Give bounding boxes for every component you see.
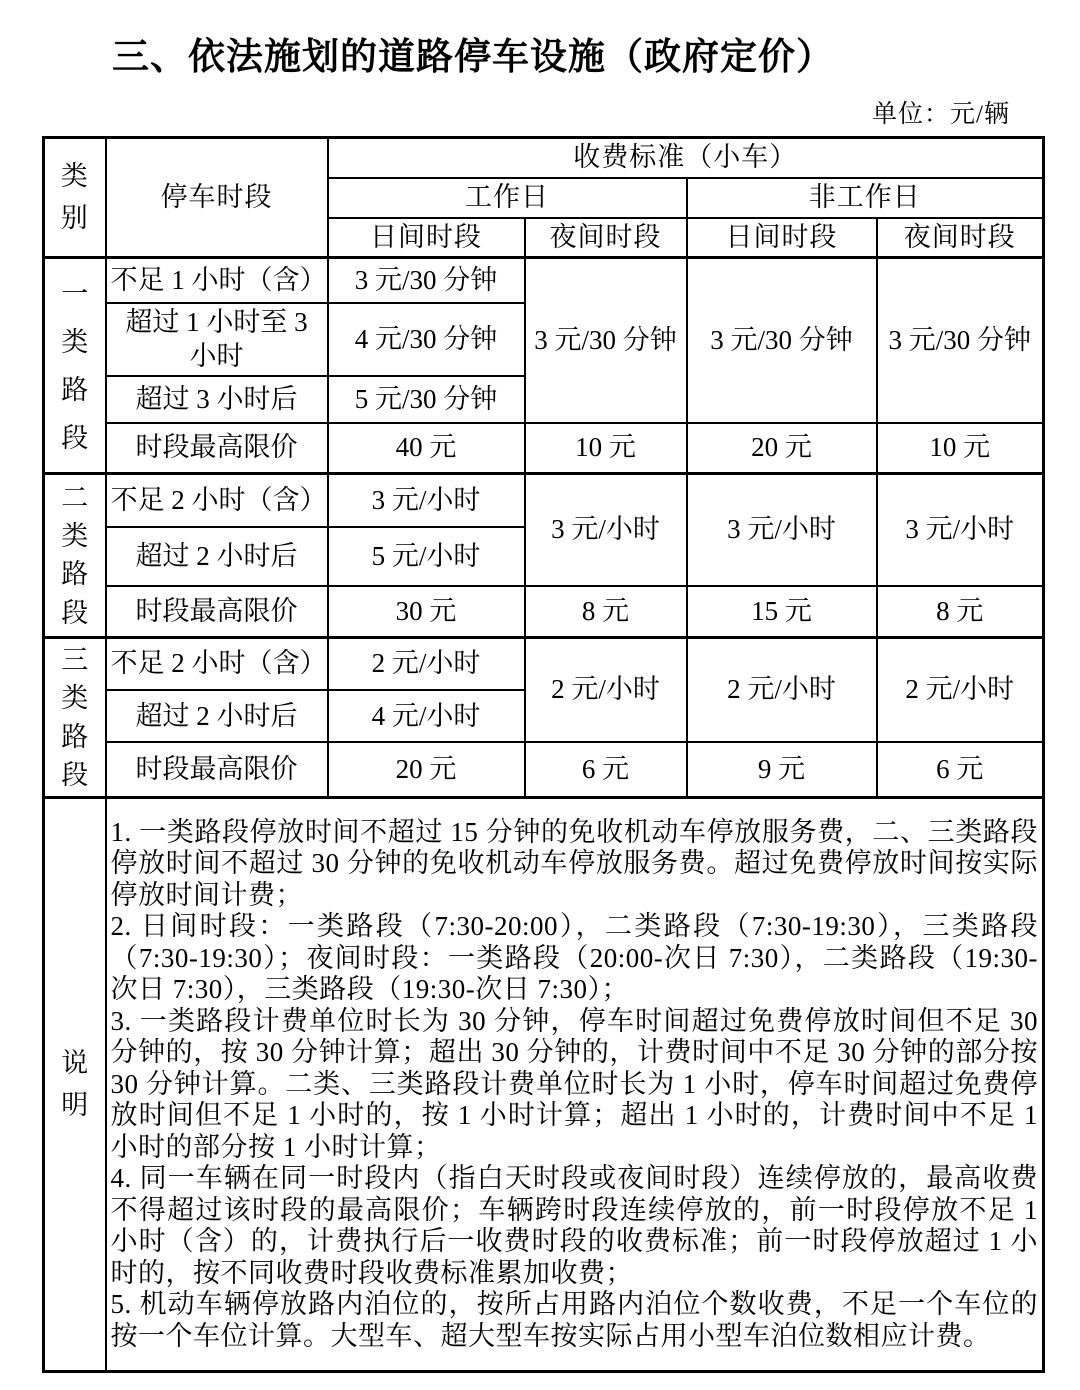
table-row bbox=[44, 423, 1044, 473]
table-row bbox=[44, 258, 1044, 303]
header-period: 停车时段 bbox=[106, 138, 328, 258]
period-cell: 超过 2 小时后 bbox=[106, 527, 328, 586]
note-item: 3. 一类路段计费单位时长为 30 分钟，停车时间超过免费停放时间但不足 30 分钟的，按 30 分钟计算；超出 30 分钟的，计费时间中不足 30 分钟的部分按 30 分钟计算。二类、三类路段计费单位时长为 1 小时，停车时间超过免费停放时间但不足 1 小时的，按 1 小时计算；超出 1 小时的，计费时间中不足 1 小时的部分按 1 小时计算； bbox=[110, 1005, 1038, 1162]
cap-cell: 8 元 bbox=[877, 586, 1044, 637]
category-cell: 二类路段 bbox=[44, 473, 106, 637]
price-cell: 4 元/30 分钟 bbox=[328, 303, 525, 377]
header-workday: 工作日 bbox=[328, 178, 687, 218]
price-cell: 4 元/小时 bbox=[328, 690, 525, 742]
cap-cell: 8 元 bbox=[525, 586, 687, 637]
notes-cell bbox=[106, 798, 1044, 1372]
category-cell: 一类路段 bbox=[44, 258, 106, 474]
header-non-workday-day: 日间时段 bbox=[687, 218, 877, 258]
cap-cell: 20 元 bbox=[687, 423, 877, 473]
price-cell: 3 元/小时 bbox=[877, 473, 1044, 586]
price-cell: 3 元/30 分钟 bbox=[687, 258, 877, 424]
note-item: 1. 一类路段停放时间不超过 15 分钟的免收机动车停放服务费，二、三类路段停放时间不超过 30 分钟的免收机动车停放服务费。超过免费停放时间按实际停放时间计费； bbox=[110, 816, 1038, 910]
period-cell: 不足 2 小时（含） bbox=[106, 637, 328, 690]
header-workday-night: 夜间时段 bbox=[525, 218, 687, 258]
cap-cell: 6 元 bbox=[877, 742, 1044, 797]
header-workday-day: 日间时段 bbox=[328, 218, 525, 258]
price-cell: 2 元/小时 bbox=[687, 637, 877, 742]
period-cell: 超过 1 小时至 3 小时 bbox=[106, 303, 328, 377]
cap-cell: 15 元 bbox=[687, 586, 877, 637]
price-cell: 5 元/小时 bbox=[328, 527, 525, 586]
header-row-1 bbox=[44, 138, 1044, 178]
note-item: 4. 同一车辆在同一时段内（指白天时段或夜间时段）连续停放的，最高收费不得超过该时段的最高限价；车辆跨时段连续停放的，前一时段停放不足 1 小时（含）的，计费执行后一收费时段的收费标准；前一时段停放超过 1 小时的，按不同收费时段收费标准累加收费； bbox=[110, 1163, 1038, 1288]
price-cell: 5 元/30 分钟 bbox=[328, 376, 525, 423]
header-category: 类别 bbox=[44, 138, 106, 258]
note-item: 5. 机动车辆停放路内泊位的，按所占用路内泊位个数收费，不足一个车位的按一个车位计算。大型车、超大型车按实际占用小型车泊位数相应计费。 bbox=[110, 1289, 1038, 1351]
period-cell: 不足 1 小时（含） bbox=[106, 258, 328, 303]
table-row bbox=[44, 473, 1044, 527]
header-standard: 收费标准（小车） bbox=[328, 138, 1044, 178]
cap-label: 时段最高限价 bbox=[106, 742, 328, 797]
price-cell: 2 元/小时 bbox=[525, 637, 687, 742]
cap-cell: 10 元 bbox=[877, 423, 1044, 473]
header-non-workday: 非工作日 bbox=[687, 178, 1044, 218]
period-cell: 超过 3 小时后 bbox=[106, 376, 328, 423]
category-cell: 三类路段 bbox=[44, 637, 106, 797]
table-row bbox=[44, 742, 1044, 797]
page-title: 三、依法施划的道路停车设施（政府定价） bbox=[112, 37, 834, 78]
price-cell: 2 元/小时 bbox=[877, 637, 1044, 742]
table-row bbox=[44, 637, 1044, 690]
price-cell: 3 元/小时 bbox=[328, 473, 525, 527]
price-cell: 3 元/30 分钟 bbox=[328, 258, 525, 303]
price-cell: 3 元/小时 bbox=[525, 473, 687, 586]
cap-cell: 10 元 bbox=[525, 423, 687, 473]
period-cell: 不足 2 小时（含） bbox=[106, 473, 328, 527]
notes-label: 说明 bbox=[44, 798, 106, 1372]
cap-label: 时段最高限价 bbox=[106, 586, 328, 637]
price-cell: 2 元/小时 bbox=[328, 637, 525, 690]
cap-label: 时段最高限价 bbox=[106, 423, 328, 473]
period-cell: 超过 2 小时后 bbox=[106, 690, 328, 742]
header-non-workday-night: 夜间时段 bbox=[877, 218, 1044, 258]
parking-fee-table bbox=[42, 136, 1045, 1373]
notes-row bbox=[44, 798, 1044, 1372]
price-cell: 3 元/小时 bbox=[687, 473, 877, 586]
table-row bbox=[44, 586, 1044, 637]
cap-cell: 20 元 bbox=[328, 742, 525, 797]
cap-cell: 30 元 bbox=[328, 586, 525, 637]
price-cell: 3 元/30 分钟 bbox=[877, 258, 1044, 424]
cap-cell: 9 元 bbox=[687, 742, 877, 797]
unit-label: 单位：元/辆 bbox=[872, 101, 1010, 129]
price-cell: 3 元/30 分钟 bbox=[525, 258, 687, 424]
note-item: 2. 日间时段：一类路段（7:30-20:00），二类路段（7:30-19:30），三类路段（7:30-19:30）；夜间时段：一类路段（20:00-次日 7:30），二类路段（19:30-次日 7:30），三类路段（19:30-次日 7:30）； bbox=[110, 911, 1038, 1005]
cap-cell: 6 元 bbox=[525, 742, 687, 797]
cap-cell: 40 元 bbox=[328, 423, 525, 473]
